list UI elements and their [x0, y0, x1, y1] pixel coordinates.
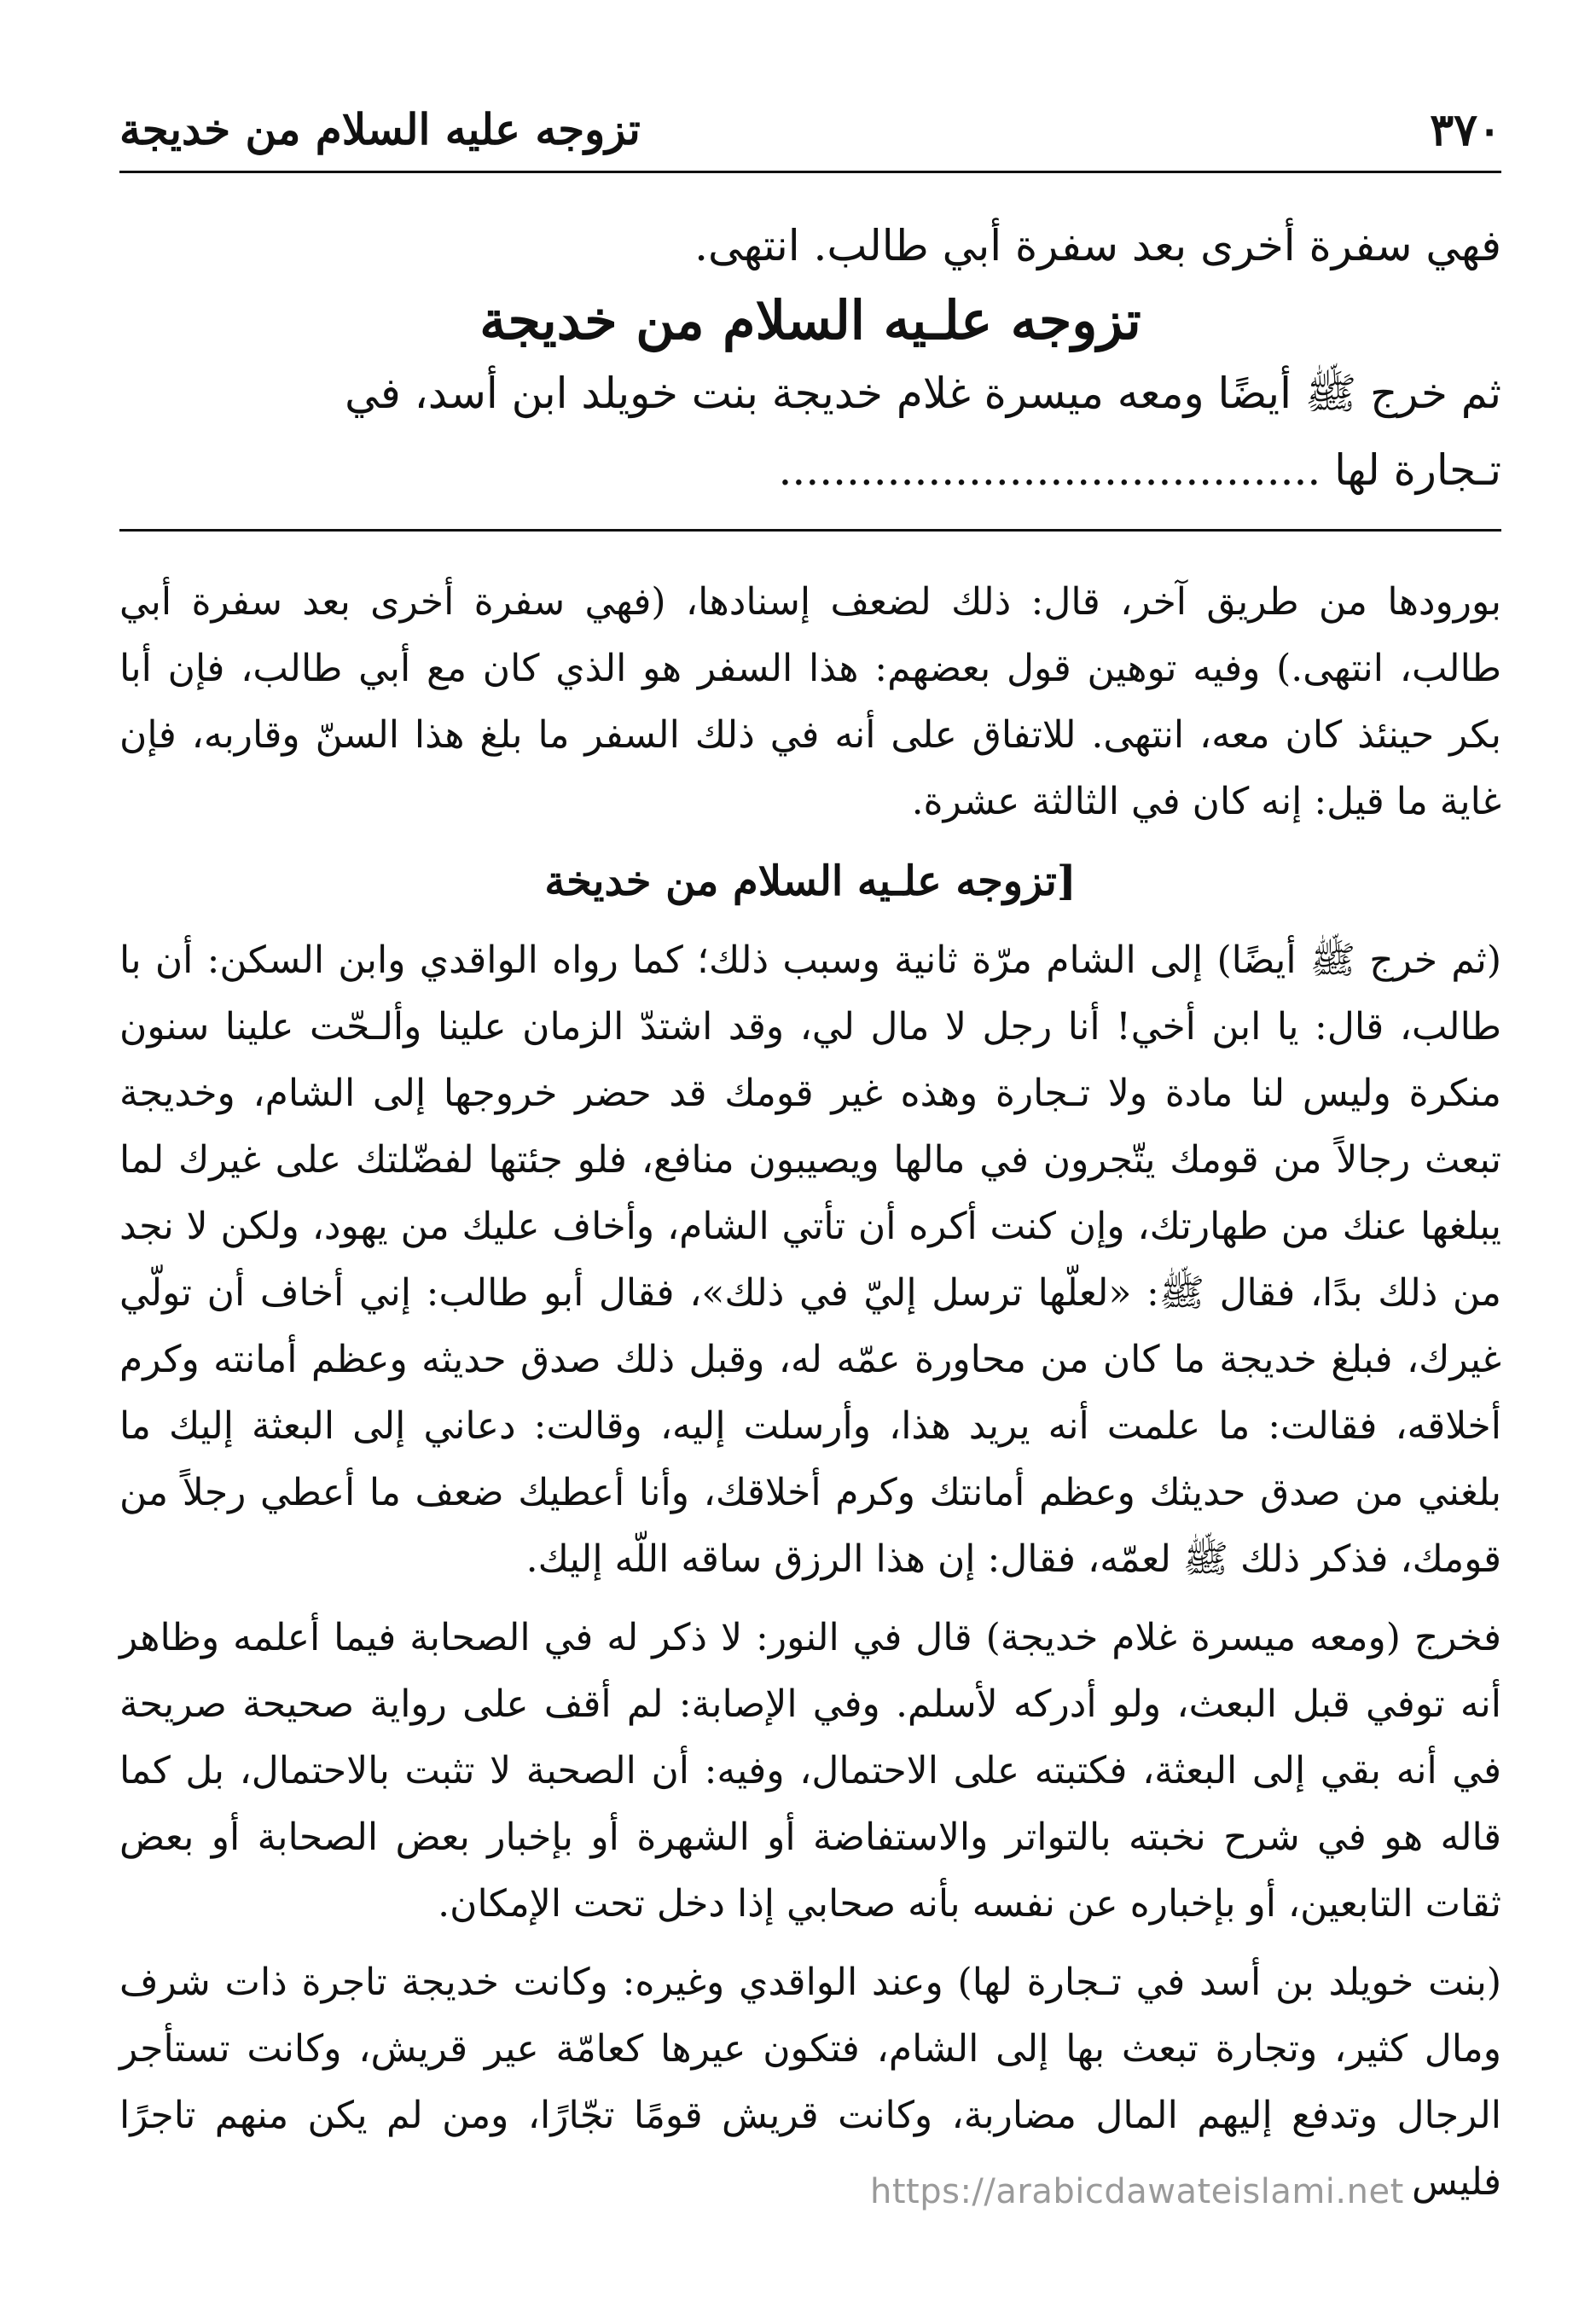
- main-line-1: فهي سفرة أخرى بعد سفرة أبي طالب. انتهى.: [694, 221, 1501, 270]
- section-heading: تزوجه علـيه السلام من خديجة: [479, 289, 1141, 352]
- running-title: تزوجه عليه السلام من خديجة: [119, 104, 641, 154]
- main-text: [119, 207, 1501, 508]
- commentary: [119, 569, 1501, 2216]
- commentary-paragraph-2: (ثم خرج ﷺ أيضًا) إلى الشام مرّة ثانية وسبب ذلك؛ كما رواه الواقدي وابن السكن: أن با طالب، قال: يا ابن أخي! أنا رجل لا مال لي، وقد اشتدّ الزمان علينا وألـحّت علينا سنون منكرة وليس لنا مادة ولا تـجارة وهذه غير قومك قد حضر خروجها إلى الشام، وخديجة تبعث رجالاً من قومك يتّجرون في مالها ويصيبون منافع، فلو جئتها لفضّلتك على غيرك لما يبلغها عنك من طهارتك، وإن كنت أكره أن تأتي الشام، وأخاف عليك من يهود، ولكن لا نجد من ذلك بدًا، فقال ﷺ: «لعلّها ترسل إليّ في ذلك»، فقال أبو طالب: إني أخاف أن تولّي غيرك، فبلغ خديجة ما كان من محاورة عمّه له، وقبل ذلك صدق حديثه وعظم أمانته وكرم أخلاقه، فقالت: ما علمت أنه يريد هذا، وأرسلت إليه، وقالت: دعاني إلى البعثة إليك ما بلغني من صدق حديثك وعظم أمانتك وكرم أخلاقك، وأنا أعطيك ضعف ما أعطي رجلاً من قومك، فذكر ذلك ﷺ لعمّه، فقال: إن هذا الرزق ساقه اللّه إليك.: [119, 938, 1501, 1581]
- page-number: ٣٧٠: [1430, 104, 1501, 156]
- text-divider: [119, 529, 1501, 532]
- watermark-url: https://arabicdawateislami.net: [870, 2172, 1404, 2211]
- commentary-paragraph-3: فخرج (ومعه ميسرة غلام خديجة) قال في النور: لا ذكر له في الصحابة فيما أعلمه وظاهر أنه توفي قبل البعث، ولو أدركه لأسلم. وفي الإصابة: لم أقف على رواية صحيحة صريحة في أنه بقي إلى البعثة، فكتبته على الاحتمال، وفيه: أن الصحبة لا تثبت بالاحتمال، بل كما قاله هو في شرح نخبته بالتواتر والاستفاضة أو الشهرة أو بإخبار بعض الصحابة أو بعض ثقات التابعين، أو بإخباره عن نفسه بأنه صحابي إذا دخل تحت الإمكان.: [119, 1616, 1501, 1926]
- commentary-paragraph-1: بورودها من طريق آخر، قال: ذلك لضعف إسنادها، (فهي سفرة أخرى بعد سفرة أبي طالب، انتهى.) وفيه توهين قول بعضهم: هذا السفر هو الذي كان مع أبي طالب، فإن أبا بكر حينئذ كان معه، انتهى. للاتفاق على أنه في ذلك السفر ما بلغ هذا السنّ وقاربه، فإن غاية ما قيل: إنه كان في الثالثة عشرة.: [119, 580, 1501, 823]
- page-header: [119, 85, 1501, 173]
- commentary-paragraph-4: (بنت خويلد بن أسد في تـجارة لها) وعند الواقدي وغيره: وكانت خديجة تاجرة ذات شرف ومال كثير، وتجارة تبعث بها إلى الشام، فتكون عيرها كعامّة عير قريش، وكانت تستأجر الرجال وتدفع إليهم المال مضاربة، وكانت قريش قومًا تجّارًا، ومن لم يكن منهم تاجرًا فليس: [119, 1961, 1501, 2204]
- book-page: [119, 85, 1501, 2286]
- main-line-3: تـجارة لها ........................................: [778, 445, 1501, 495]
- commentary-heading: [تزوجه علـيه السلام من خديخة: [544, 857, 1077, 905]
- main-line-2: ثم خرج ﷺ أيضًا ومعه ميسرة غلام خديجة بنت خويلد ابن أسد، في: [345, 369, 1501, 418]
